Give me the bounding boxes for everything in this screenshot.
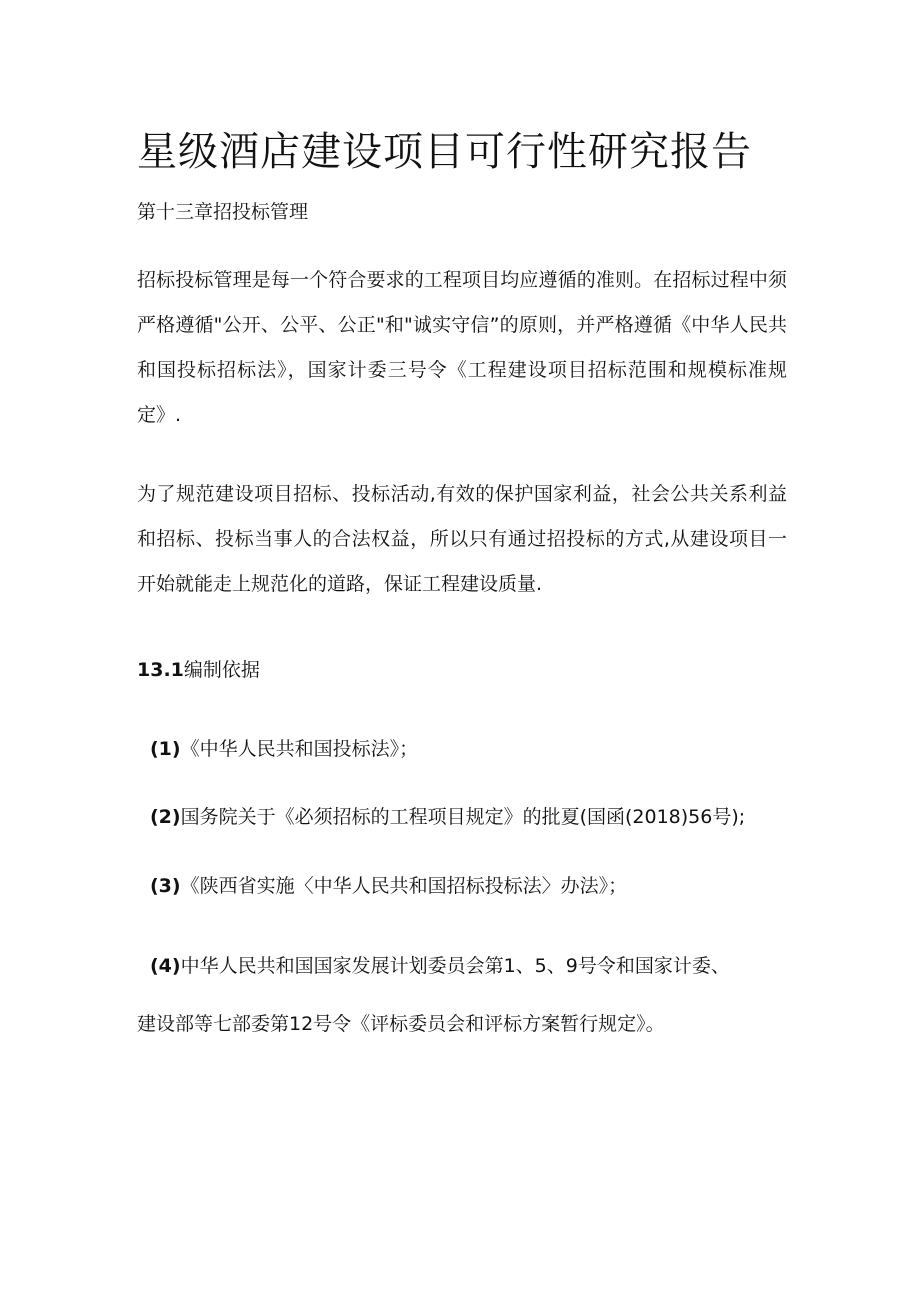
- list-item: [150, 801, 745, 833]
- list-item: [150, 733, 418, 765]
- list-item-continuation: 建设部等七部委第12号令《评标委员会和评标方案暂行规定》。: [137, 1013, 665, 1035]
- list-item: [150, 870, 627, 902]
- paragraph-2: 为了规范建设项目招标、投标活动,有效的保护国家利益，社会公共关系利益和招标、投标当事人的合法权益，所以只有通过招投标的方式,从建设项目一开始就能走上规范化的道路，保证工程建设质量.: [137, 483, 787, 595]
- list-item-number: (3): [150, 875, 181, 897]
- list-item: [150, 950, 730, 982]
- section-number: 13.1: [137, 659, 184, 681]
- list-item-number: (1): [150, 738, 181, 760]
- list-item-text: 《中华人民共和国投标法》；: [180, 738, 419, 760]
- list-item-text: 中华人民共和国国家发展计划委员会第1、5、9号令和国家计委、: [180, 955, 730, 977]
- chapter-heading: 第十三章招投标管理: [137, 201, 309, 223]
- list-item-number: (4): [150, 955, 181, 977]
- list-item-number: (2): [150, 806, 181, 828]
- list-item-text: 国务院关于《必须招标的工程项目规定》的批夏(国函(2018)56号);: [180, 806, 746, 828]
- document-title: 星级酒店建设项目可行性研究报告: [137, 129, 752, 175]
- section-heading: [137, 654, 260, 686]
- paragraph-1: 招标投标管理是每一个符合要求的工程项目均应遵循的准则。在招标过程中须严格遵循"公开、公平、公正"和"诚实守信”的原则，并严格遵循《中华人民共和国投标招标法》，国家计委三号令《工程建设项目招标范围和规模标准规定》.: [137, 269, 787, 426]
- list-item-text: 《陕西省实施〈中华人民共和国招标投标法〉办法》；: [180, 875, 628, 897]
- section-title: 编制依据: [183, 659, 260, 681]
